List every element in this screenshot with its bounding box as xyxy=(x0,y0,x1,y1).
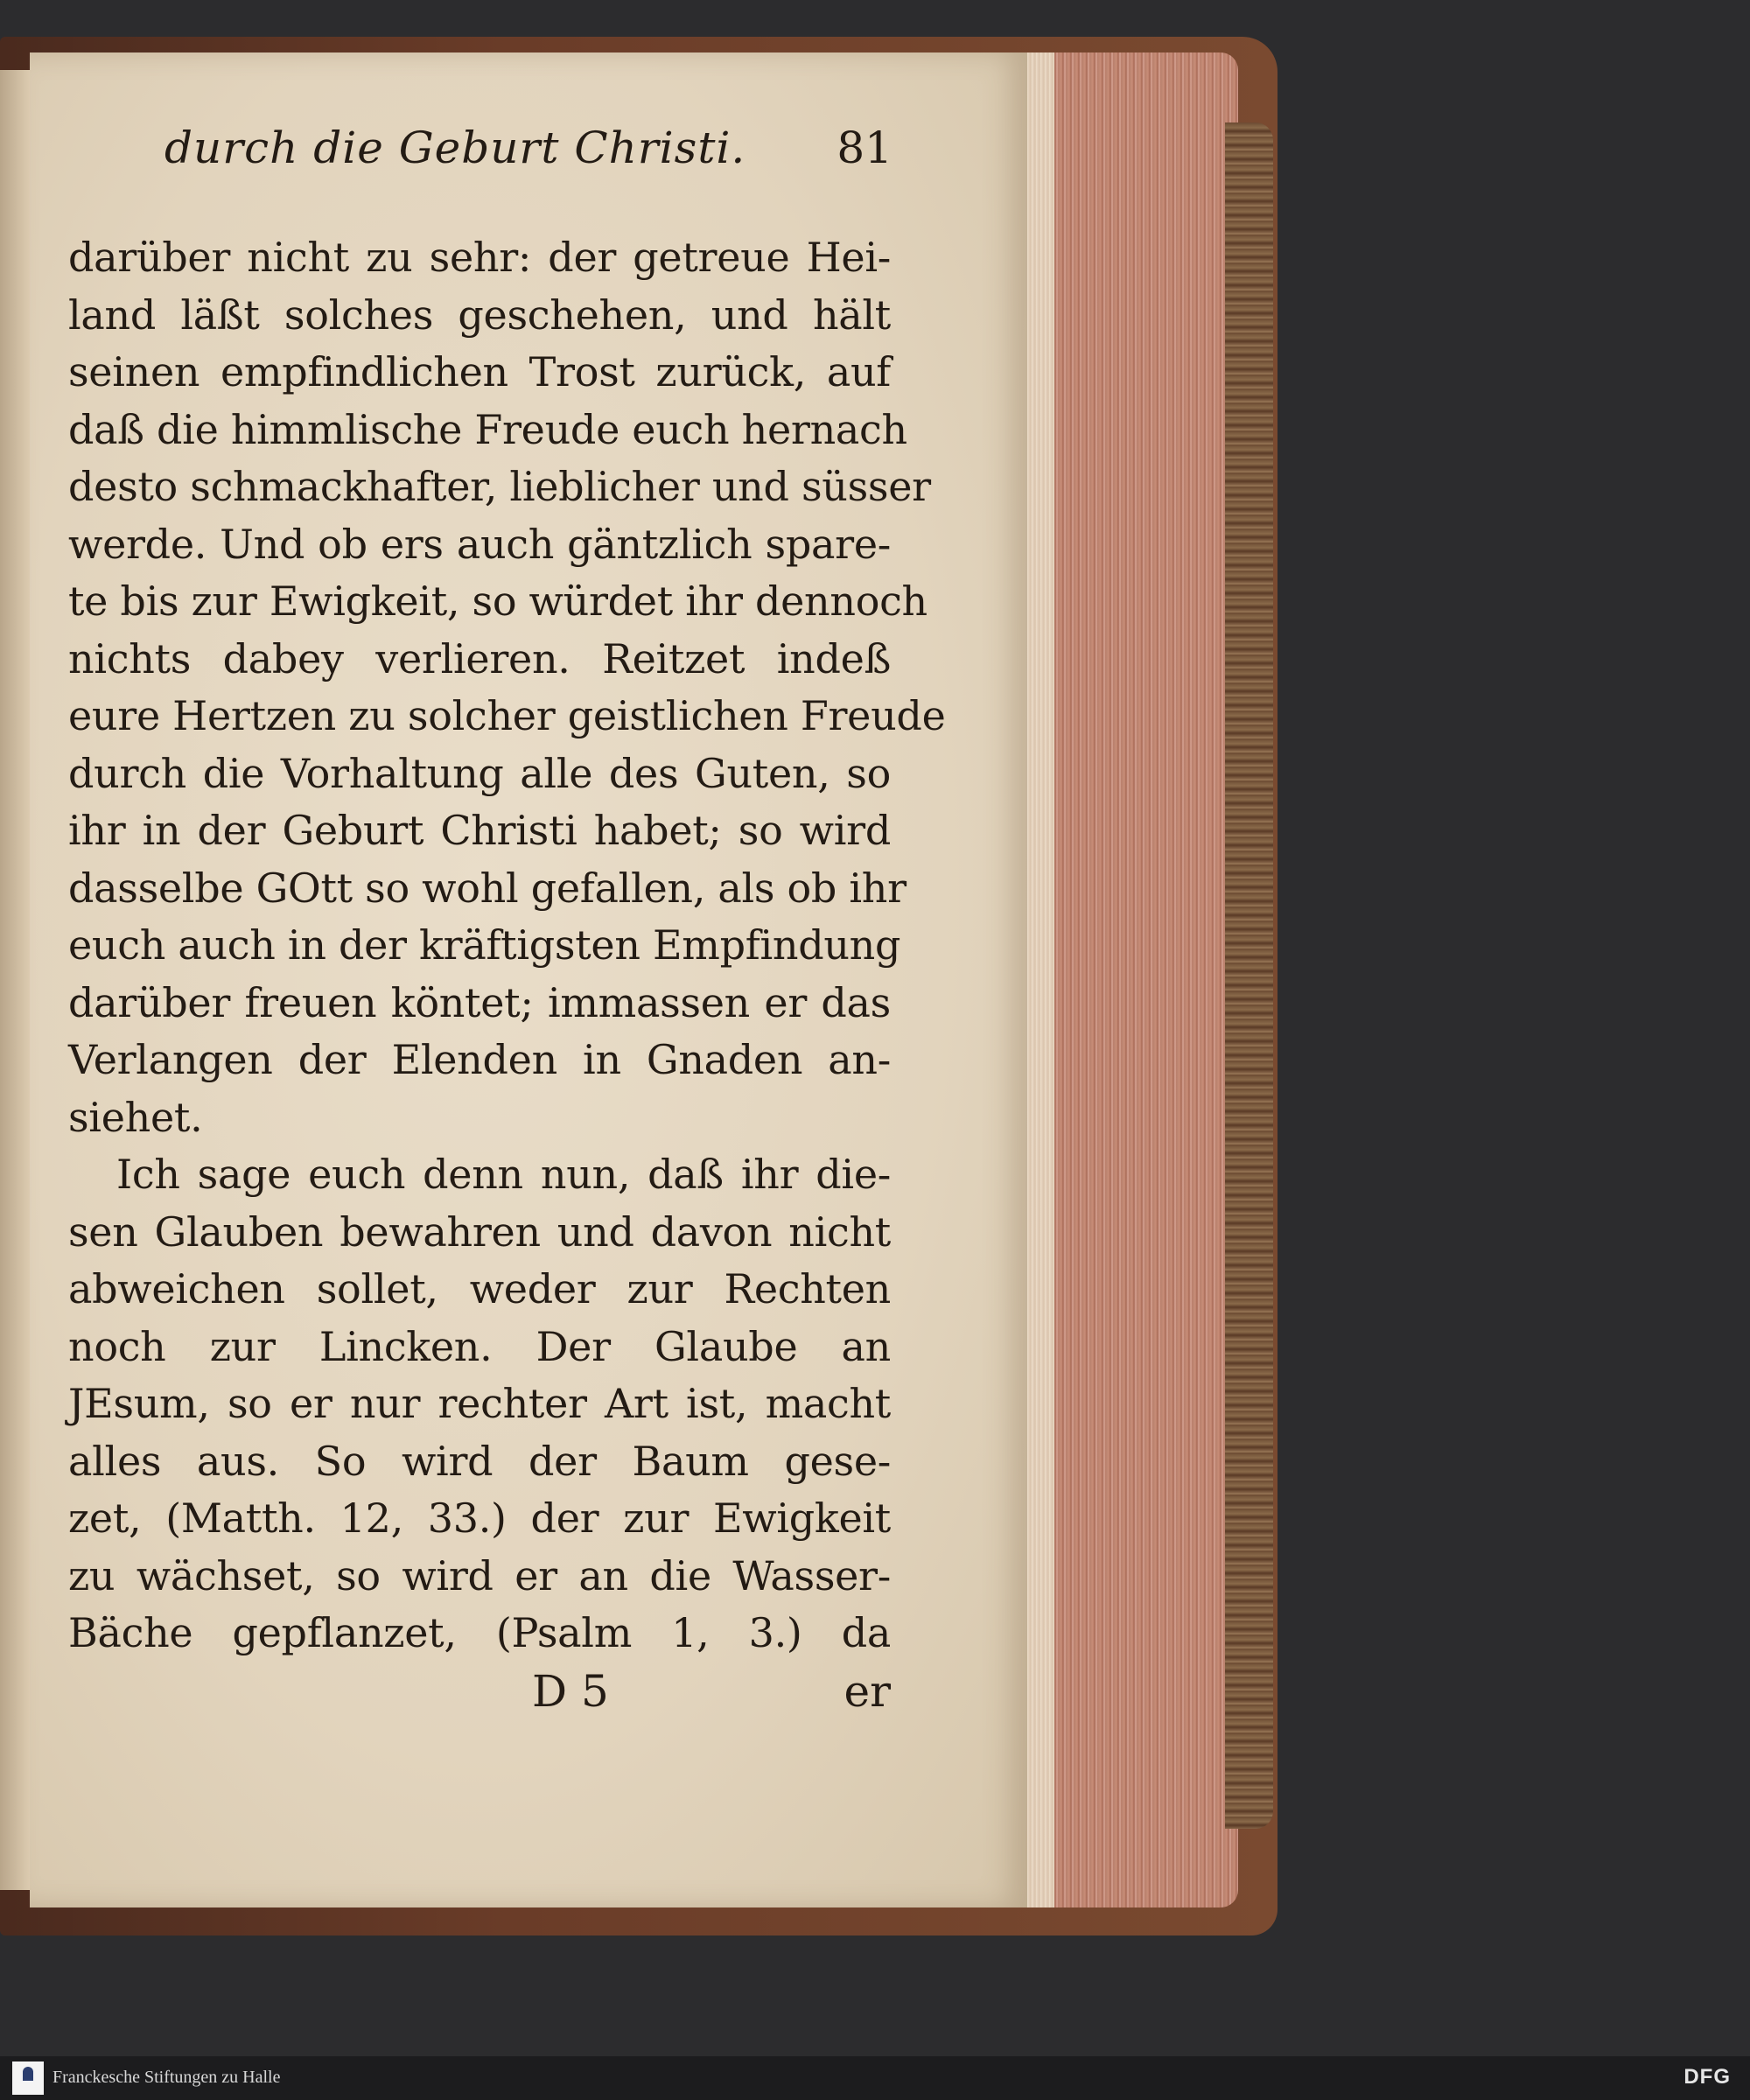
text-line: Bäche gepflanzet, (Psalm 1, 3.) da xyxy=(68,1609,891,1656)
page-footer xyxy=(68,1666,891,1727)
text-line: JEsum, so er nur rechter Art ist, macht xyxy=(68,1380,891,1427)
text-line: noch zur Lincken. Der Glaube an xyxy=(68,1322,891,1370)
text-line: zu wächset, so wird er an die Wasser- xyxy=(68,1551,891,1600)
dfg-logo[interactable]: DFG xyxy=(1684,2065,1731,2089)
text-line: ihr in der Geburt Christi habet; so wird xyxy=(68,807,891,854)
text-line: werde. Und ob ers auch gäntzlich spare- xyxy=(68,520,891,568)
running-head-title: durch die Geburt Christi. xyxy=(164,122,746,173)
text-line: sen Glauben bewahren und davon nicht xyxy=(68,1208,891,1256)
running-head xyxy=(68,122,891,192)
text-line: dasselbe GOtt so wohl gefallen, als ob ihr xyxy=(68,864,906,912)
institution-name[interactable]: Franckesche Stiftungen zu Halle xyxy=(52,2068,281,2087)
text-line: daß die himmlische Freude euch hernach xyxy=(68,405,907,453)
body-text xyxy=(68,229,946,1662)
text-line: darüber nicht zu sehr: der getreue Hei- xyxy=(68,234,891,281)
institution-emblem-icon xyxy=(23,2067,33,2081)
text-line: desto schmackhafter, lieblicher und süsser xyxy=(68,463,931,510)
text-line: euch auch in der kräftigsten Empfindung xyxy=(68,921,901,969)
text-line: darüber freuen köntet; immassen er das xyxy=(68,978,891,1026)
text-line: land läßt solches geschehen, und hält xyxy=(68,290,891,339)
text-line: zet, (Matth. 12, 33.) der zur Ewigkeit xyxy=(68,1494,891,1542)
binding-edge xyxy=(1225,122,1273,1829)
text-line: abweichen sollet, weder zur Rechten xyxy=(68,1265,891,1312)
text-line: Verlangen der Elenden in Gnaden an- xyxy=(68,1036,891,1083)
text-line: te bis zur Ewigkeit, so würdet ihr dennoch xyxy=(68,578,928,625)
catchword: er xyxy=(844,1665,891,1717)
text-line: siehet. xyxy=(68,1093,203,1141)
signature-mark: D 5 xyxy=(532,1665,609,1717)
text-line: durch die Vorhaltung alle des Guten, so xyxy=(68,749,891,797)
page-number: 81 xyxy=(836,122,892,173)
institution-logo-icon[interactable] xyxy=(12,2062,44,2095)
text-line: seinen empfindlichen Trost zurück, auf xyxy=(68,348,891,396)
text-line: Ich sage euch denn nun, daß ihr die- xyxy=(116,1151,891,1198)
text-line: eure Hertzen zu solcher geistlichen Freude xyxy=(68,692,946,739)
text-line: nichts dabey verlieren. Reitzet indeß xyxy=(68,634,891,682)
page-text xyxy=(68,122,946,1727)
left-page-edge xyxy=(0,70,30,1890)
text-line: alles aus. So wird der Baum gese- xyxy=(68,1437,891,1485)
viewer-footer-bar xyxy=(0,2056,1750,2100)
